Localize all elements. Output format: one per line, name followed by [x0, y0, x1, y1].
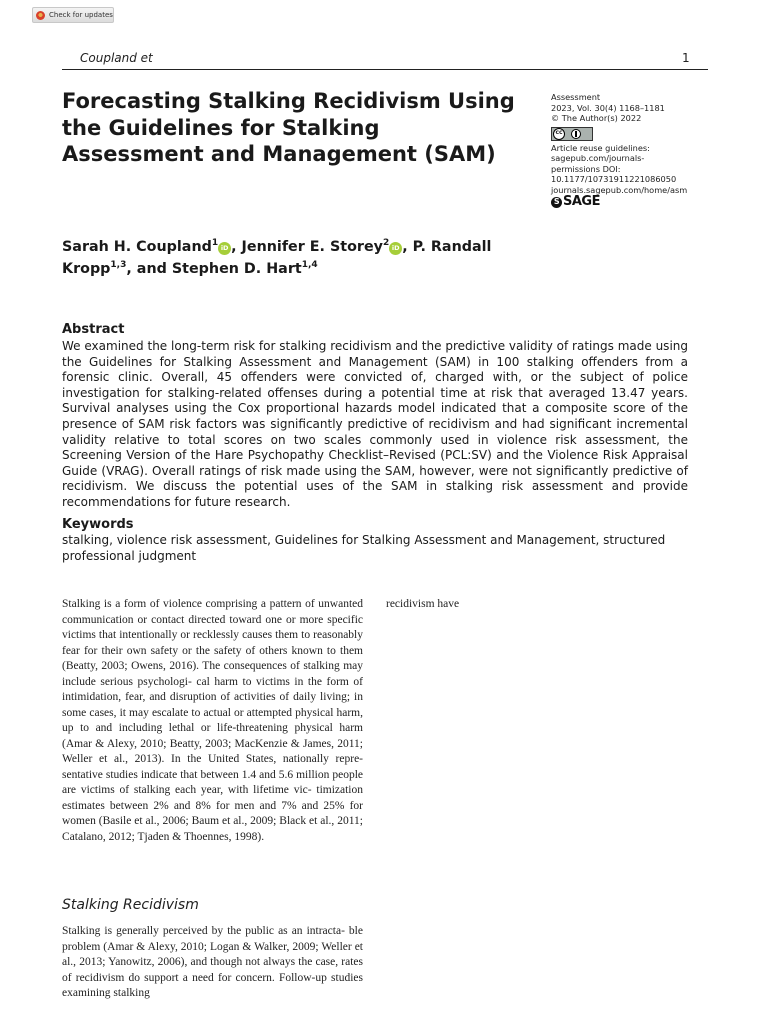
author-conjunction: and [136, 261, 167, 277]
author-name: Jennifer E. Storey [241, 239, 383, 255]
author-affiliation: 1 [211, 238, 219, 249]
check-for-updates-label: Check for updates [49, 11, 113, 19]
journal-url-link[interactable]: journals.sagepub.com/home/asm [551, 184, 688, 195]
author-affiliation: 1,4 [301, 260, 318, 271]
publisher-name: SAGE [563, 194, 600, 210]
orcid-icon[interactable]: iD [389, 242, 402, 255]
check-for-updates-button[interactable] [32, 7, 114, 23]
reuse-line-1: Article reuse guidelines: [551, 142, 650, 153]
journal-volume: 2023, Vol. 30(4) 1168–1181 [551, 102, 665, 113]
intro-paragraph: Stalking is a form of violence comprising a pattern of unwanted communication or contact directed toward one or more specific victims that intentionally or recklessly causes them to reasonably fear for their own safety or the safety of others known to them (Beatty, 2003; Owens, 2016). The consequences of stalking may include serious psychologi- cal harm to victims in the form of intimidation, fear, and disruption of activities of daily living; in some cases, it may escalate to actual or attempted physical harm, up to and including lethal or life-threatening physical harm (Amar & Alexy, 2010; Beatty, 2003; MacKenzie & James, 2011; Weller et al., 2013). In the United States, nationally repre- sentative studies indicate that between 1.4 and 5.6 million people are victims of stalking each year, with lifetime vic- timization estimates between 2% and 8% for men and 7% and 25% for women (Basile et al., 2006; Baum et al., 2009; Black et al., 2011; Catalano, 2012; Tjaden & Thoennes, 1998). [62, 598, 363, 843]
publisher-logo [551, 194, 701, 210]
author-name: P. Randall Kropp [62, 239, 492, 277]
abstract-heading: Abstract [62, 322, 125, 337]
article-title: Forecasting Stalking Recidivism Using the Guidelines for Stalking Assessment and Management (SAM) [62, 89, 515, 166]
reuse-link[interactable]: sagepub.com/journals- [551, 153, 645, 163]
author-name: Sarah H. Coupland [62, 239, 212, 255]
body-column-left [62, 597, 363, 845]
running-head: Coupland et [80, 51, 153, 65]
author-list: Sarah H. Coupland$^1$ iD , Jennifer E. Storey$^2$ iD , P. Randall Kropp$^{1,3}$, and Stephen D. Hart$^{1,4}$ [62, 238, 492, 277]
copyright-line: © The Author(s) 2022 [551, 113, 642, 123]
section-heading: Stalking Recidivism [62, 897, 199, 913]
author-affiliation: 1,3 [110, 260, 127, 271]
author-name: Stephen D. Hart [171, 261, 302, 277]
body-column-left-continued [62, 924, 363, 1002]
keywords-heading: Keywords [62, 517, 134, 532]
attribution-icon [571, 129, 581, 139]
page-number: 1 [682, 51, 690, 65]
header-rule [62, 69, 708, 70]
cc-by-icon[interactable] [551, 127, 593, 141]
journal-name: Assessment [551, 92, 601, 102]
journal-meta [551, 92, 701, 208]
cc-glyph-icon: cc [553, 128, 565, 140]
section-paragraph: Stalking is generally perceived by the public as an intracta- ble problem (Amar & Alexy, 2010; Logan & Walker, 2009; Weller et al., 2013; Yanowitz, 2006), and though not always the case, rates of recidivism do support a need for concern. Follow-up studies examining stalking [62, 925, 363, 999]
body-column-right [386, 597, 686, 613]
author-affiliation: 2 [382, 238, 390, 249]
keywords-text: stalking, violence risk assessment, Guidelines for Stalking Assessment and Management, structured professional judgment [62, 533, 666, 563]
doi-link[interactable]: 10.1177/10731911221086050 [551, 174, 677, 184]
right-column-paragraph: recidivism have [386, 598, 460, 610]
crossmark-icon [36, 11, 45, 20]
orcid-icon[interactable]: iD [218, 242, 231, 255]
reuse-line-3: permissions DOI: [551, 163, 621, 174]
sage-logo-icon: S [551, 197, 562, 208]
abstract-text: We examined the long-term risk for stalking recidivism and the predictive validity of ratings made using the Guidelines for Stalking Assessment and Management (SAM) in 100 stalking offenders from a forensic clinic. Overall, 45 offenders were convicted of, charged with, or the subject of police investigation for stalking-related offenses during a potential time at risk that averaged 13.47 years. Survival analyses using the Cox proportional hazards model indicated that a composite score of the presence of SAM risk factors was significantly predictive of recidivism and had significant incremental validity relative to total scores on two scales commonly used in violence risk assessment, the Screening Version of the Hare Psychopathy Checklist–Revised (PCL:SV) and the Violence Risk Appraisal Guide (VRAG). Overall ratings of risk made using the SAM, however, were not significantly predictive of recidivism. We discuss the potential uses of the SAM in stalking risk assessment and provide recommendations for future research. [62, 339, 688, 509]
